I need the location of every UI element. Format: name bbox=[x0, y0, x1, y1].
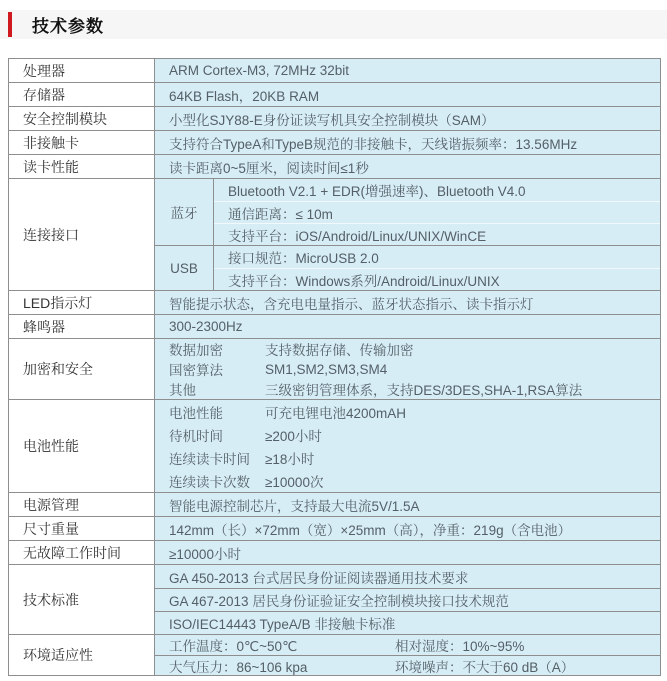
row-value bbox=[155, 541, 660, 564]
row-value bbox=[155, 179, 660, 290]
spec-pair-line bbox=[155, 469, 660, 492]
spec-subname: 国密算法 bbox=[169, 363, 223, 378]
spec-line: Bluetooth V2.1 + EDR(增强速率)、Bluetooth V4.0 bbox=[228, 184, 526, 199]
row-value bbox=[155, 291, 660, 314]
interface-group bbox=[155, 245, 660, 290]
spec-subname: 连续读卡时间 bbox=[169, 451, 250, 467]
row-label: 非接触卡 bbox=[9, 131, 155, 154]
spec-line: 通信距离：≤ 10m bbox=[214, 201, 660, 223]
table-row bbox=[9, 516, 660, 540]
value-text: 142mm（长）×72mm（宽）×25mm（高），净重：219g（含电池） bbox=[169, 522, 572, 538]
row-label: 加密和安全 bbox=[9, 339, 155, 399]
table-row bbox=[9, 634, 660, 675]
spec-col2: 相对湿度：10%~95% bbox=[395, 639, 525, 654]
row-value bbox=[155, 107, 660, 130]
row-label: 存储器 bbox=[9, 83, 155, 106]
spec-pair-line bbox=[155, 359, 660, 379]
interface-lines bbox=[214, 246, 660, 290]
row-label: 蜂鸣器 bbox=[9, 315, 155, 338]
spec-subname: 其他 bbox=[169, 383, 196, 398]
accent-bar bbox=[8, 12, 12, 37]
value-text: 智能提示状态，含充电电量指示、蓝牙状态指示、读卡指示灯 bbox=[169, 296, 534, 312]
row-label: 处理器 bbox=[9, 59, 155, 82]
spec-cols-row bbox=[155, 635, 660, 655]
spec-subname: 连续读卡次数 bbox=[169, 474, 250, 490]
row-label: 读卡性能 bbox=[9, 155, 155, 178]
row-label: 尺寸重量 bbox=[9, 517, 155, 540]
spec-subname: 数据加密 bbox=[169, 343, 223, 358]
value-text: ≥10000小时 bbox=[169, 546, 241, 562]
spec-subname: 电池性能 bbox=[169, 405, 223, 421]
value-text: 小型化SJY88-E身份证读写机具安全控制模块（SAM） bbox=[169, 112, 495, 128]
value-text: 读卡距离0~5厘米，阅读时间≤1秒 bbox=[169, 160, 369, 176]
spec-subvalue: 可充电锂电池4200mAH bbox=[265, 405, 407, 421]
row-label: 技术标准 bbox=[9, 565, 155, 634]
table-row bbox=[9, 154, 660, 178]
spec-line: 接口规范：MicroUSB 2.0 bbox=[228, 251, 379, 266]
title-band bbox=[0, 10, 667, 39]
value-text: 300-2300Hz bbox=[169, 319, 243, 334]
spec-table bbox=[8, 58, 661, 676]
spec-subvalue: ≥18小时 bbox=[265, 451, 315, 467]
spec-line: 支持平台：Windows系列/Android/Linux/UNIX bbox=[214, 268, 660, 290]
row-label: 无故障工作时间 bbox=[9, 541, 155, 564]
table-row bbox=[9, 540, 660, 564]
spec-line: ISO/IEC14443 TypeA/B 非接触卡标准 bbox=[155, 611, 660, 634]
spec-subvalue: 三级密钥管理体系，支持DES/3DES,SHA-1,RSA算法 bbox=[265, 383, 583, 398]
spec-subvalue: ≥10000次 bbox=[265, 474, 324, 490]
value-text: 64KB Flash，20KB RAM bbox=[169, 88, 320, 104]
row-label: 电源管理 bbox=[9, 493, 155, 516]
table-row bbox=[9, 314, 660, 338]
spec-pair-line bbox=[155, 423, 660, 446]
spec-line: 支持平台：iOS/Android/Linux/UNIX/WinCE bbox=[214, 223, 660, 245]
row-value bbox=[155, 517, 660, 540]
spec-pair-line bbox=[155, 446, 660, 469]
row-value bbox=[155, 155, 660, 178]
table-row bbox=[9, 178, 660, 290]
table-row bbox=[9, 130, 660, 154]
row-label: LED指示灯 bbox=[9, 291, 155, 314]
row-label: 环境适应性 bbox=[9, 635, 155, 675]
interface-sublabel: USB bbox=[155, 246, 214, 290]
row-value bbox=[155, 83, 660, 106]
interface-group bbox=[155, 179, 660, 245]
spec-subvalue: 支持数据存储、传输加密 bbox=[265, 343, 414, 358]
interface-sublabel: 蓝牙 bbox=[155, 179, 214, 245]
row-value bbox=[155, 400, 660, 492]
spec-pair-line bbox=[155, 400, 660, 423]
table-row bbox=[9, 564, 660, 634]
table-row bbox=[9, 492, 660, 516]
spec-col1: 大气压力：86~106 kpa bbox=[169, 659, 308, 675]
spec-col1: 工作温度：0℃~50℃ bbox=[169, 639, 298, 654]
table-row bbox=[9, 106, 660, 130]
row-label: 电池性能 bbox=[9, 400, 155, 492]
row-value bbox=[155, 315, 660, 338]
spec-line: GA 467-2013 居民身份证验证安全控制模块接口技术规范 bbox=[155, 588, 660, 611]
value-text: 智能电源控制芯片，支持最大电流5V/1.5A bbox=[169, 498, 420, 514]
spec-subvalue: ≥200小时 bbox=[265, 428, 322, 444]
spec-cols-row bbox=[155, 655, 660, 675]
spec-line: GA 450-2013 台式居民身份证阅读器通用技术要求 bbox=[169, 570, 469, 586]
spec-col2: 环境噪声：不大于60 dB（A） bbox=[395, 659, 575, 675]
row-value bbox=[155, 59, 660, 82]
value-text: 支持符合TypeA和TypeB规范的非接触卡，天线谐振频率：13.56MHz bbox=[169, 136, 578, 152]
page-title: 技术参数 bbox=[32, 17, 104, 36]
value-text: ARM Cortex-M3, 72MHz 32bit bbox=[169, 63, 350, 78]
row-value bbox=[155, 339, 660, 399]
table-row bbox=[9, 290, 660, 314]
row-value bbox=[155, 565, 660, 634]
spec-pair-line bbox=[155, 339, 660, 359]
row-label: 连接接口 bbox=[9, 179, 155, 290]
row-value bbox=[155, 131, 660, 154]
table-row bbox=[9, 399, 660, 492]
row-value bbox=[155, 493, 660, 516]
spec-subvalue: SM1,SM2,SM3,SM4 bbox=[265, 361, 388, 377]
row-label: 安全控制模块 bbox=[9, 107, 155, 130]
table-row bbox=[9, 338, 660, 399]
table-row bbox=[9, 82, 660, 106]
interface-lines bbox=[214, 179, 660, 245]
row-value bbox=[155, 635, 660, 675]
spec-subname: 待机时间 bbox=[169, 428, 223, 444]
table-row bbox=[9, 59, 660, 82]
spec-pair-line bbox=[155, 379, 660, 399]
